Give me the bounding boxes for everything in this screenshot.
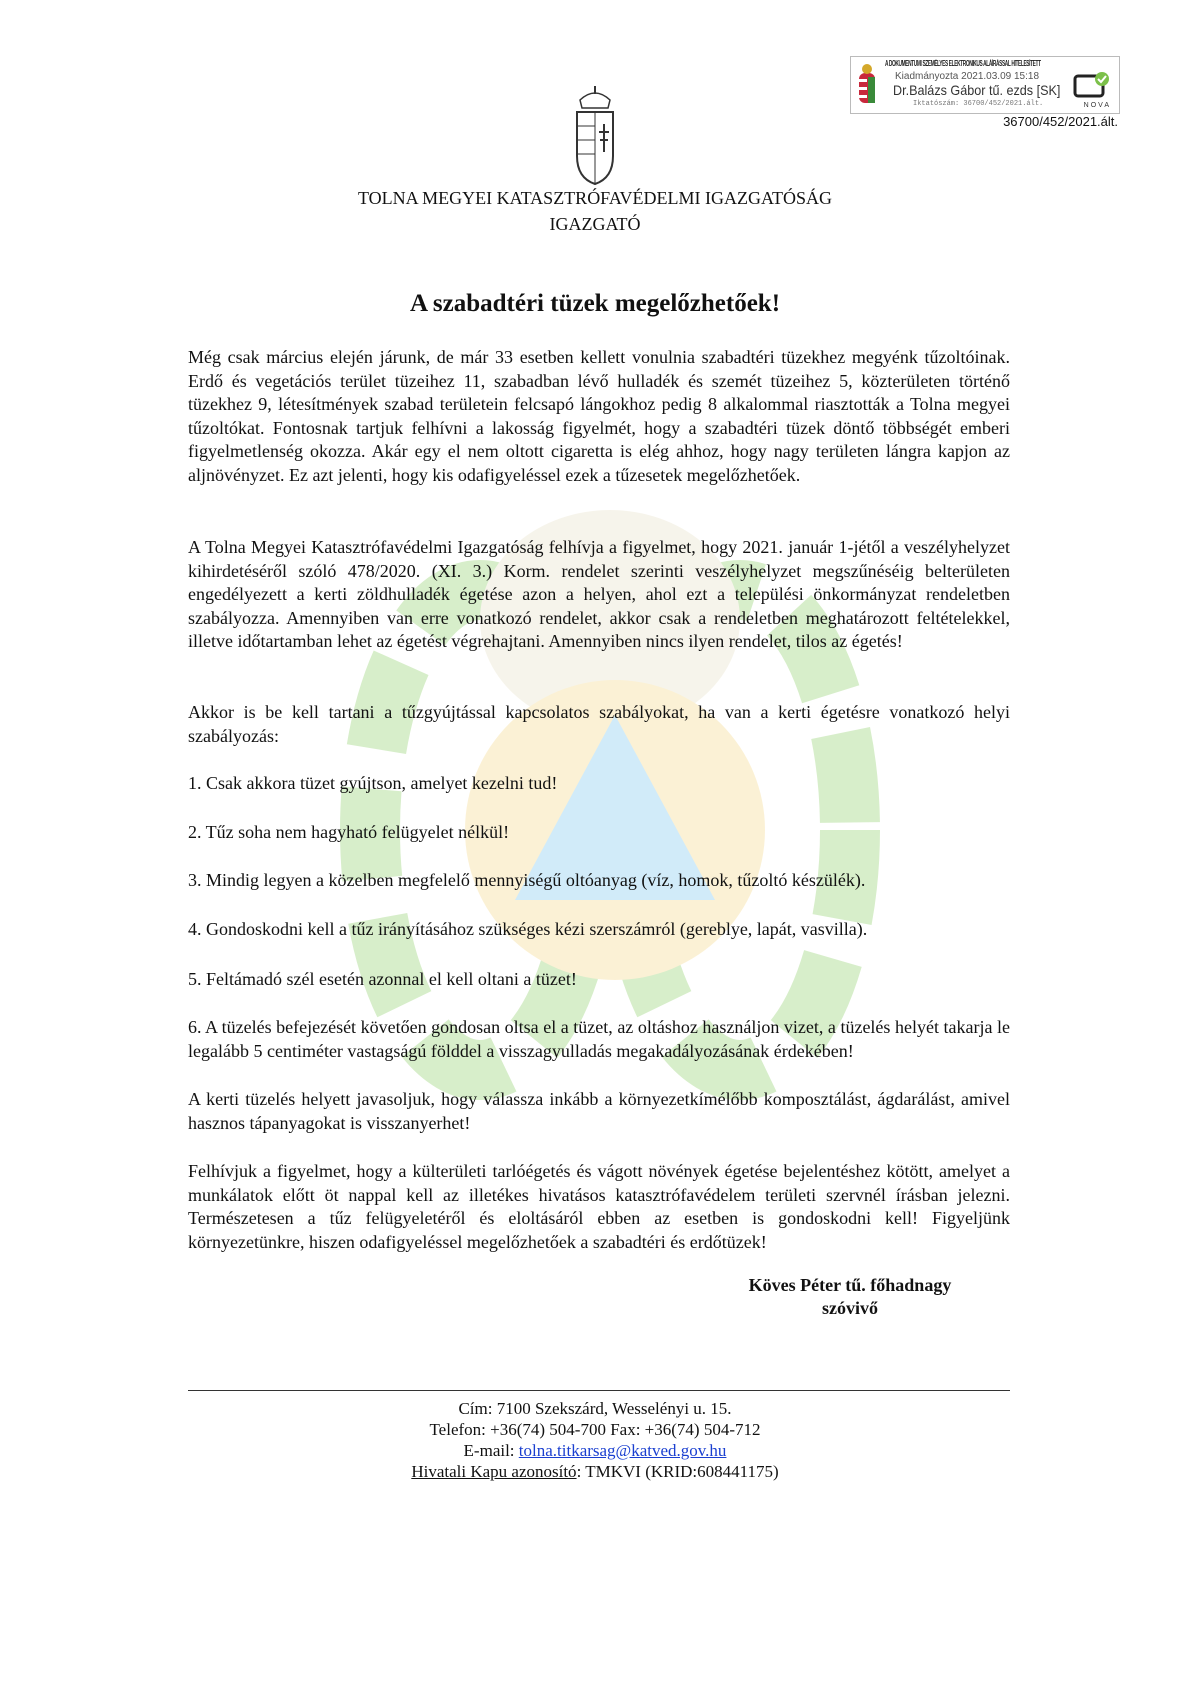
footer [0,1398,1190,1482]
footer-divider [188,1390,1010,1391]
rule-item: 3. Mindig legyen a közelben megfelelő mennyiségű oltóanyag (víz, homok, tűzoltó készülék). [188,870,866,890]
rule-item: 5. Feltámadó szél esetén azonnal el kell oltani a tüzet! [188,969,577,989]
signature-role: szóvivő [822,1298,878,1318]
reference-number: 36700/452/2021.ált. [1003,114,1118,129]
paragraph-composting: A kerti tüzelés helyett javasoljuk, hogy válassza inkább a környezetkímélőbb komposztálást, ágdarálást, amivel hasznos tápanyagokat is visszanyerhet! [188,1089,1010,1133]
footer-kapu-value: : TMKVI (KRID:608441175) [576,1462,779,1481]
stamp-issued: Kiadmányozta 2021.03.09 15:18 [895,71,1039,82]
stamp-file-number: Iktatószám: 36700/452/2021.ált. [913,100,1044,108]
paragraph-notice: Felhívjuk a figyelmet, hogy a külterületi tarlóégetés és vágott növények égetése bejelentéshez kötött, amelyet a munkálatok előtt öt nappal kell az illetékes hivatásos katasztrófavédelem területi szervnél írásban jelezni. Természetesen a tűz felügyeletéről és eloltásáról ebben az esetben is gondoskodni kell! Figyeljünk környezetünkre, hiszen odafigyeléssel megelőzhetőek a szabadtéri és erdőtüzek! [188,1161,1010,1252]
coat-of-arms-icon [572,86,618,186]
stamp-line-1: A DOKUMENTUMI SZEMÉLYES ELEKTRONIKUS ALÁÍRÁSSAL HITELESÍTETT [885,59,1041,68]
paragraph-regulation: A Tolna Megyei Katasztrófavédelmi Igazgatóság felhívja a figyelmet, hogy 2021. január 1-jétől a veszélyhelyzet kihirdetéséről szóló 478/2020. (XI. 3.) Korm. rendelet szerinti veszélyhelyzet megszűnéséig belterületen engedélyezett a kerti zöldhulladék égetése azon a helyen, ahol ezt a települési önkormányzat rendeletben szabályozza. Amennyiben van erre vonatkozó rendelet, akkor csak a rendeletben meghatározott feltételekkel, illetve időtartamban lehet az égetést végrehajtani. Amennyiben nincs ilyen rendelet, tilos az égetés! [188,537,1010,651]
footer-phone: Telefon: +36(74) 504-700 Fax: +36(74) 504-712 [429,1420,761,1439]
signature-name: Köves Péter tű. főhadnagy [748,1275,952,1295]
paragraph-intro: Még csak március elején járunk, de már 33 esetben kellett vonulnia szabadtéri tüzekhez megyénk tűzoltóinak. Erdő és vegetációs terület tüzeihez 11, szabadban lévő hulladék és szemét tüzeihez 5, közterületen történő tüzekhez 9, létesítmények szabad területein felcsapó lángokhoz pedig 8 alkalommal riasztották a Tolna megyei tűzoltókat. Fontosnak tartjuk felhívni a lakosság figyelmét, hogy a szabadtéri tüzek döntő többségét emberi figyelmetlenség okozza. Akár egy el nem oltott cigaretta is elég ahhoz, hogy nagy területen lángra kapjon az aljnövényzet. Ez azt jelenti, hogy kis odafigyeléssel ezek a tűzesetek megelőzhetőek. [188,347,1010,485]
document-title: A szabadtéri tüzek megelőzhetőek! [409,290,781,317]
paragraph-rules-intro: Akkor is be kell tartani a tűzgyújtással kapcsolatos szabályokat, ha van a kerti égetésre vonatkozó helyi szabályozás: [188,702,1010,746]
footer-kapu-label: Hivatali Kapu azonosító [411,1462,577,1481]
hungarian-coat-of-arms-icon [855,63,879,107]
email-link[interactable]: tolna.titkarsag@katved.gov.hu [518,1441,727,1460]
footer-email-label: E-mail: [463,1441,519,1460]
rule-item: 2. Tűz soha nem hagyható felügyelet nélkül! [188,822,510,842]
organization-name: TOLNA MEGYEI KATASZTRÓFAVÉDELMI IGAZGATÓSÁG [357,188,833,208]
signature-block [700,1274,1000,1320]
rule-item: 4. Gondoskodni kell a tűz irányításához szükséges kézi szerszámról (gereblye, lapát, vasvilla). [188,919,868,939]
rule-item: 6. A tüzelés befejezését követően gondosan oltsa el a tüzet, az oltáshoz használjon vizet, a tüzelés helyét takarja le legalább 5 centiméter vastagságú földdel a visszagyulladás megakadályozásának érdekében! [188,1017,1010,1061]
monitor-check-icon [1073,70,1111,100]
electronic-signature-stamp [850,56,1120,114]
footer-address: Cím: 7100 Szekszárd, Wesselényi u. 15. [458,1399,732,1418]
stamp-brand: NOVA [1083,102,1111,109]
stamp-signer: Dr.Balázs Gábor tű. ezds [SK] [893,82,1061,98]
organization-role: IGAZGATÓ [549,214,641,234]
footer-email-row [0,1440,1190,1461]
rule-item: 1. Csak akkora tüzet gyújtson, amelyet kezelni tud! [188,773,558,793]
footer-kapu-row [0,1461,1190,1482]
